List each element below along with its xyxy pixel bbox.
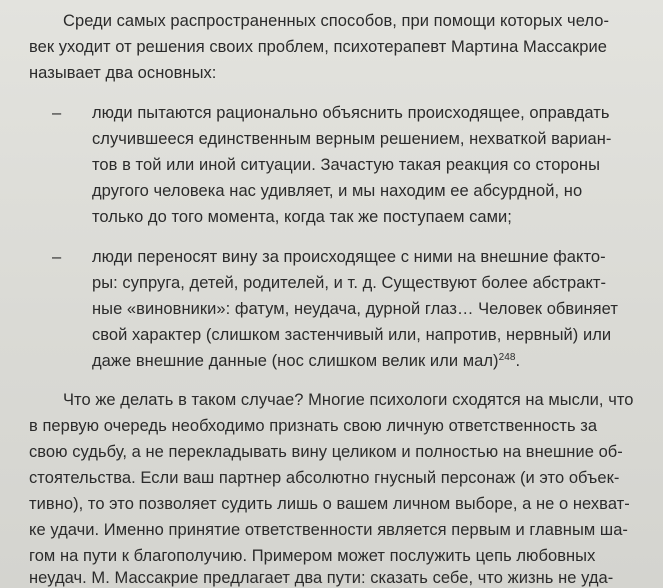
text-line: свой характер (слишком застенчивый или, напротив, нервный) или bbox=[92, 326, 612, 344]
text-line-with-footnote bbox=[92, 351, 520, 371]
text-line: Среди самых распространенных способов, при помощи которых чело- bbox=[63, 12, 610, 30]
text-line: век уходит от решения своих проблем, психотерапевт Мартина Массакрие bbox=[29, 38, 607, 56]
text-line: ры: супруга, детей, родителей, и т. д. Существуют более абстракт- bbox=[92, 274, 607, 292]
text-line: гом на пути к благополучию. Примером может послужить цепь любовных bbox=[29, 547, 596, 565]
text-line: тов в той или иной ситуации. Зачастую такая реакция со стороны bbox=[92, 156, 600, 174]
period: . bbox=[515, 352, 521, 370]
text-line: даже внешние данные (нос слишком велик или мал) bbox=[92, 352, 499, 370]
text-line: другого человека нас удивляет, и мы находим ее абсурдной, но bbox=[92, 182, 583, 200]
text-line: ные «виновники»: фатум, неудача, дурной глаз… Человек обвиняет bbox=[92, 300, 618, 318]
text-line: в первую очередь необходимо признать свою личную ответственность за bbox=[29, 417, 598, 435]
text-line: тивно), то это позволяет судить лишь о вашем личном выборе, а не о нехват- bbox=[29, 495, 630, 513]
dash-bullet-marker: – bbox=[52, 104, 62, 122]
text-line: люди пытаются рационально объяснить происходящее, оправдать bbox=[92, 104, 610, 122]
text-line: случившееся единственным верным решением, нехваткой вариан- bbox=[92, 130, 612, 148]
text-line: ке удачи. Именно принятие ответственности является первым и главным ша- bbox=[29, 521, 628, 539]
dash-bullet-marker: – bbox=[52, 248, 62, 266]
footnote-reference[interactable]: 248 bbox=[498, 352, 516, 363]
text-line: Что же делать в таком случае? Многие психологи сходятся на мысли, что bbox=[63, 391, 634, 409]
text-line: только до того момента, когда так же поступаем сами; bbox=[92, 208, 512, 226]
text-line: люди переносят вину за происходящее с ними на внешние факто- bbox=[92, 248, 606, 266]
text-line: неудач. М. Массакрие предлагает два пути: сказать себе, что жизнь не уда- bbox=[29, 569, 614, 587]
text-line: стоятельства. Если ваш партнер абсолютно гнусный персонаж (и это объек- bbox=[29, 469, 620, 487]
text-line: свою судьбу, а не перекладывать вину целиком и полностью на внешние об- bbox=[29, 443, 623, 461]
text-line: называет два основных: bbox=[29, 64, 217, 82]
